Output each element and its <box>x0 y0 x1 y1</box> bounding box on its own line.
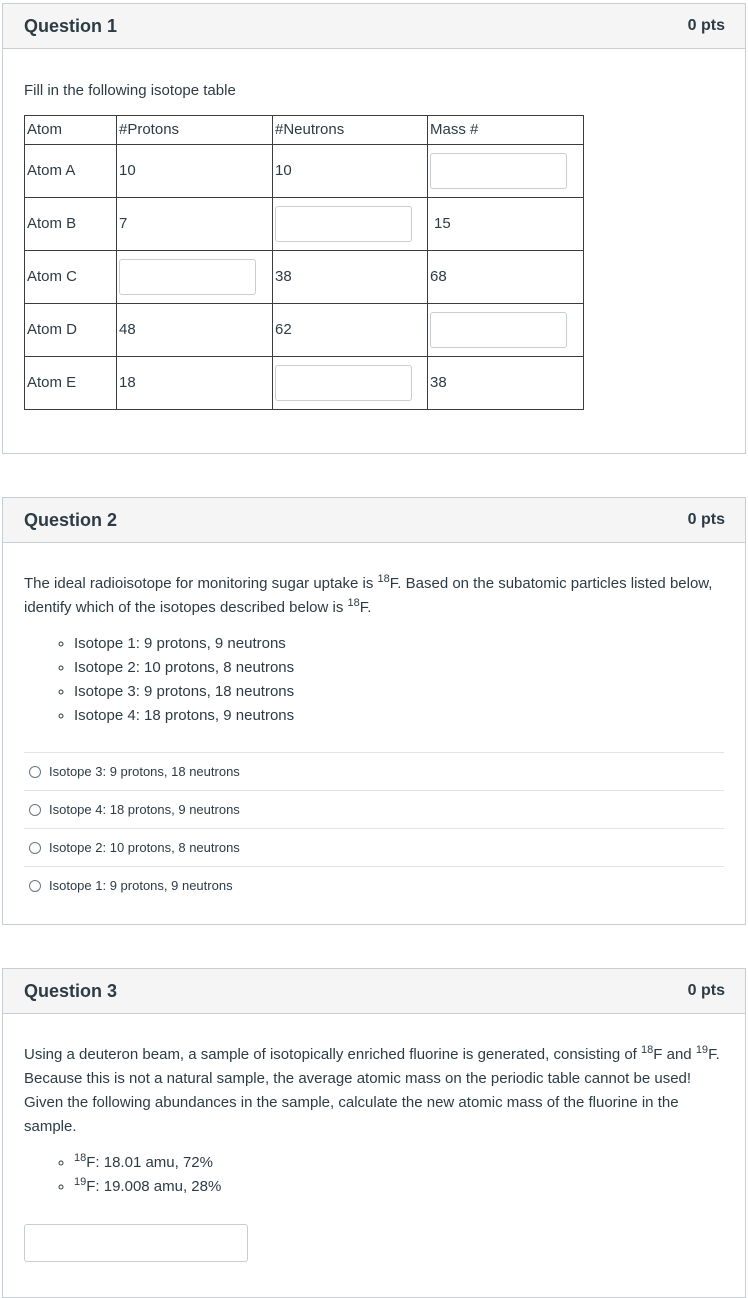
superscript: 18 <box>641 1044 654 1056</box>
table-row <box>25 145 584 198</box>
instruction-text: Fill in the following isotope table <box>24 82 236 99</box>
cell-mass: 38 <box>428 357 584 410</box>
question-prompt <box>24 572 724 620</box>
prompt-text: F. <box>359 599 372 616</box>
protons-blank-input[interactable] <box>119 259 256 295</box>
cell-protons: 10 <box>117 145 273 198</box>
table-row <box>25 357 584 410</box>
header-mass: Mass # <box>428 116 584 145</box>
radio-button[interactable] <box>29 880 41 892</box>
answer-label: Isotope 3: 9 protons, 18 neutrons <box>49 763 240 779</box>
prompt-text: The ideal radioisotope for monitoring sugar uptake is <box>24 575 378 592</box>
prompt-text: F. Because this is not a natural sample, the average atomic mass on the periodic table cannot be used! Given the following abundances in the sample, calculate the new atomic mass of the fluorine in the sample. <box>24 1046 720 1135</box>
question-2 <box>2 497 746 925</box>
mass-blank-input[interactable] <box>430 153 567 189</box>
answer-input[interactable] <box>24 1224 248 1262</box>
cell-protons: 18 <box>117 357 273 410</box>
header-atom: Atom <box>25 116 117 145</box>
cell-neutrons <box>273 357 428 410</box>
cell-atom: Atom C <box>25 251 117 304</box>
header-protons: #Protons <box>117 116 273 145</box>
cell-protons <box>117 251 273 304</box>
list-item <box>74 1151 724 1175</box>
radio-button[interactable] <box>29 766 41 778</box>
cell-mass <box>428 304 584 357</box>
answer-option[interactable] <box>24 753 724 791</box>
list-item: ◦ Isotope 3: 9 protons, 18 neutrons <box>74 680 724 704</box>
superscript: 18 <box>74 1152 87 1164</box>
neutrons-blank-input[interactable] <box>275 206 412 242</box>
answer-label: Isotope 1: 9 protons, 9 neutrons <box>49 877 233 893</box>
cell-protons: 7 <box>117 198 273 251</box>
list-item: ◦ Isotope 2: 10 protons, 8 neutrons <box>74 656 724 680</box>
header-neutrons: #Neutrons <box>273 116 428 145</box>
question-body <box>3 1043 745 1262</box>
question-points: 0 pts <box>687 511 725 528</box>
question-header <box>3 969 745 1014</box>
question-header <box>3 4 745 49</box>
question-prompt <box>24 1043 724 1139</box>
table-row <box>25 198 584 251</box>
question-title: Question 1 <box>24 15 118 36</box>
cell-protons: 48 <box>117 304 273 357</box>
mass-blank-input[interactable] <box>430 312 567 348</box>
superscript: 19 <box>695 1044 709 1056</box>
question-body <box>3 572 745 904</box>
cell-neutrons: 62 <box>273 304 428 357</box>
table-header-row <box>25 116 584 145</box>
neutrons-blank-input[interactable] <box>275 365 412 401</box>
prompt-text: F and <box>653 1046 696 1063</box>
cell-atom: Atom B <box>25 198 117 251</box>
question-points: 0 pts <box>687 17 725 34</box>
question-title: Question 3 <box>24 980 118 1001</box>
answer-choices <box>24 752 724 904</box>
cell-mass <box>428 145 584 198</box>
abundance-list <box>24 1151 724 1199</box>
question-title: Question 2 <box>24 509 118 530</box>
cell-mass: 15 <box>428 198 584 251</box>
superscript: 18 <box>377 573 390 585</box>
prompt-text: Using a deuteron beam, a sample of isotopically enriched fluorine is generated, consisting of <box>24 1046 642 1063</box>
answer-label: Isotope 4: 18 protons, 9 neutrons <box>49 801 240 817</box>
question-body <box>3 79 745 410</box>
cell-atom: Atom A <box>25 145 117 198</box>
table-row <box>25 304 584 357</box>
question-1 <box>2 3 746 454</box>
superscript: 18 <box>347 597 360 609</box>
question-points: 0 pts <box>687 982 725 999</box>
answer-option[interactable] <box>24 867 724 904</box>
list-item-text: F: 18.01 amu, 72% <box>86 1154 213 1171</box>
isotope-table <box>24 115 584 410</box>
list-item <box>74 1175 724 1199</box>
cell-mass: 68 <box>428 251 584 304</box>
list-item: ◦ Isotope 1: 9 protons, 9 neutrons <box>74 632 724 656</box>
cell-neutrons: 10 <box>273 145 428 198</box>
list-item-text: F: 19.008 amu, 28% <box>86 1178 222 1195</box>
list-item: ◦ Isotope 4: 18 protons, 9 neutrons <box>74 704 724 728</box>
question-3 <box>2 968 746 1298</box>
cell-atom: Atom D <box>25 304 117 357</box>
cell-neutrons <box>273 198 428 251</box>
radio-button[interactable] <box>29 842 41 854</box>
isotope-list <box>24 632 724 728</box>
answer-option[interactable] <box>24 829 724 867</box>
radio-button[interactable] <box>29 804 41 816</box>
question-header <box>3 498 745 543</box>
prompt-text: F. Based on the subatomic particles listed below, identify which of the isotopes described below is <box>24 575 713 616</box>
table-row <box>25 251 584 304</box>
answer-option[interactable] <box>24 791 724 829</box>
cell-atom: Atom E <box>25 357 117 410</box>
superscript: 19 <box>74 1176 87 1188</box>
answer-label: Isotope 2: 10 protons, 8 neutrons <box>49 839 240 855</box>
cell-neutrons: 38 <box>273 251 428 304</box>
